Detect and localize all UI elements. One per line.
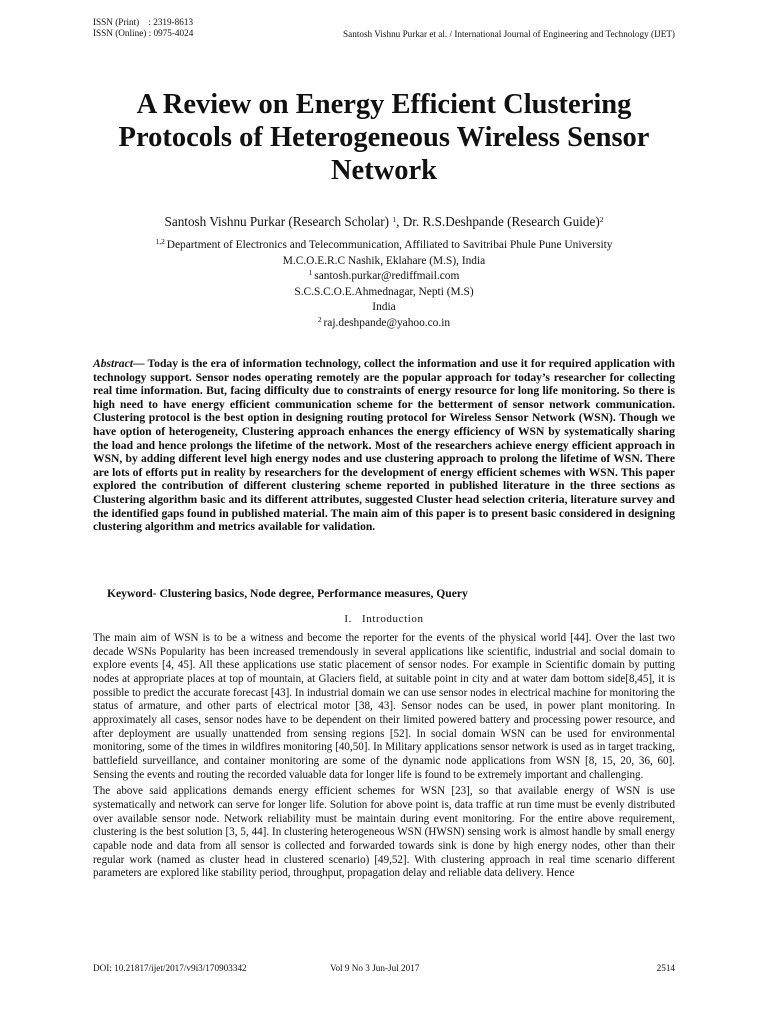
email-1: santosh.purkar@rediffmail.com xyxy=(314,270,460,283)
page-number: 2514 xyxy=(656,963,675,973)
body-text xyxy=(93,632,675,884)
title-line: Network xyxy=(330,155,438,186)
paper-title xyxy=(60,88,708,187)
affiliation-line xyxy=(60,238,708,254)
email-sup: 2 xyxy=(317,314,324,324)
doi: DOI: 10.21817/ijet/2017/v9i3/170903342 xyxy=(93,963,247,973)
email-line xyxy=(60,316,708,332)
affiliation-sup: 1,2 xyxy=(155,237,167,246)
paragraph: The main aim of WSN is to be a witness and become the reporter for the events of the physical world [44]. Over the last two decade WSNs Popularity has been increased tremendously in several applications like scientific, industrial and social domain to explore events [4, 45]. All these applications use static placement of sensor nodes. For example in Scientific domain by putting nodes at appropriate places at top of mountain, at Glaciers field, at suitable point in city and at water dam bottom side[8,45], it is possible to predict the accurate forecast [43]. In industrial domain we can use sensor nodes in electrical machine for monitoring the status of armature, and other parts of electrical motor [38, 43]. Sensor nodes can be used, in power plant monitoring. In approximately all cases, sensor nodes have to be dependent on their limited powered battery and processing power resource, and after deployment are usually unattended from sensing regions [52]. In social domain WSN can be used for environmental monitoring, some of the times in wildfires monitoring [40,50]. In Military applications sensor network is used as in target tracking, battlefield surveillance, and container monitoring are some of the dynamic node applications from WSN [8, 15, 20, 36, 60]. Sensing the events and routing the recorded valuable data for longer life is found to be extremely important and challenging. xyxy=(93,632,675,781)
keywords: Keyword- Clustering basics, Node degree, Performance measures, Query xyxy=(107,587,468,600)
volume-info: Vol 9 No 3 Jun-Jul 2017 xyxy=(330,963,420,973)
author-2: , Dr. R.S.Deshpande (Research Guide) xyxy=(396,214,600,229)
author-1-sup: 1 xyxy=(392,215,397,224)
abstract-label: Abstract— xyxy=(93,357,145,370)
affiliation-line: M.C.O.E.R.C Nashik, Eklahare (M.S), India xyxy=(282,254,486,267)
issn-block xyxy=(93,17,193,39)
affiliation-text: Department of Electronics and Telecommunication, Affiliated to Savitribai Phule Pune University xyxy=(166,239,613,251)
issn-online: ISSN (Online) : 0975-4024 xyxy=(93,28,194,38)
section-heading: I. Introduction xyxy=(344,613,424,625)
abstract-text: Today is the era of information technology, collect the information and use it for required application with technology support. Sensor nodes operating remotely are the popular approach for today’s researcher for collecting real time information. But, facing difficulty due to constraints of energy resource for long life monitoring. So there is high need to have energy efficient communication scheme for the betterment of sensor network communication. Clustering protocol is the best option in designing routing protocol for Wireless Sensor Network (WSN). Though we have option of heterogeneity, Clustering approach enhances the energy efficiency of WSN by systematically sharing the load and hence prolongs the lifetime of the network. Most of the researchers achieve energy efficient approach in WSN, by adding different level high energy nodes and use clustering approach to prolong the lifetime of WSN. There are lots of efforts put in reality by researchers for the development of energy efficient schemes with WSN. This paper explored the contribution of different clustering scheme reported in published literature in the three sections as Clustering algorithm basic and its different attributes, suggested Cluster head selection criteria, literature survey and the identified gaps found in published material. The main aim of this paper is to present basic considered in designing clustering algorithm and metrics available for validation. xyxy=(93,357,675,534)
email-line xyxy=(60,269,708,285)
title-line: A Review on Energy Efficient Clustering xyxy=(136,89,632,120)
affiliation-line: S.C.S.C.O.E.Ahmednagar, Nepti (M.S) xyxy=(294,285,474,298)
title-line: Protocols of Heterogeneous Wireless Sensor xyxy=(118,122,650,153)
paragraph: The above said applications demands energy efficient schemes for WSN [23], so that available energy of WSN is use systematically and network can serve for longer life. Solution for above point is, data traffic at run time must be evenly distributed over available sensor node. Network reliability must be maintain during event monitoring. For the entire above requirement, clustering is the best solution [3, 5, 44]. In clustering heterogeneous WSN (HWSN) sensing work is almost handle by small energy capable node and data from all sensor is collected and forwarded towards sink is done by high energy nodes, other than their regular work (named as cluster head in clustered scenario) [49,52]. With clustering approach in real time scenario different parameters are explored like stability period, throughput, propagation delay and reliable data delivery. Hence xyxy=(93,785,675,880)
author-2-sup: 2 xyxy=(599,215,604,224)
affiliation-line: India xyxy=(372,301,396,314)
abstract xyxy=(93,357,675,534)
journal-header: Santosh Vishnu Purkar et al. / International Journal of Engineering and Technology (IJET) xyxy=(343,29,675,39)
affiliation-block xyxy=(60,238,708,332)
author-line xyxy=(60,214,708,230)
email-sup: 1 xyxy=(308,268,315,278)
author-1: Santosh Vishnu Purkar (Research Scholar) xyxy=(164,214,393,229)
issn-print: ISSN (Print) : 2319-8613 xyxy=(93,17,194,27)
email-2: raj.deshpande@yahoo.co.in xyxy=(323,316,451,329)
